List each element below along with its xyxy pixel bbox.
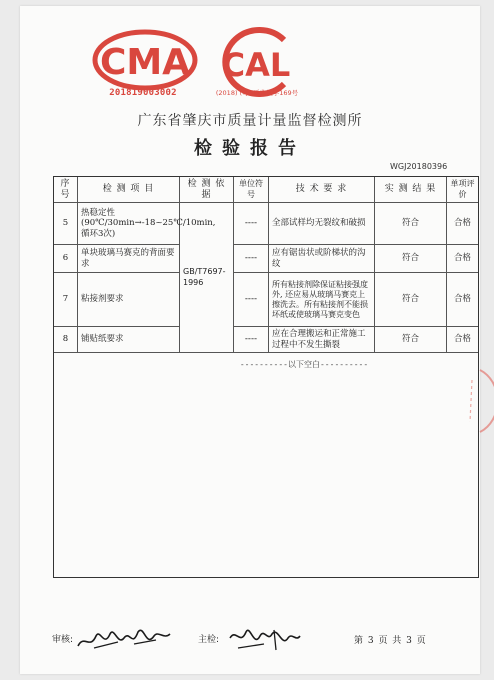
- cal-code: (2018) (粤) 质监认字169号: [215, 89, 299, 97]
- reviewer-label: 审核:: [52, 635, 74, 645]
- row-5-requirement: 全部试样均无裂纹和破损: [269, 203, 375, 245]
- col-header-unit: 单位符号: [234, 177, 269, 203]
- cma-code: 201819003002: [109, 88, 177, 98]
- row-8-item: 铺贴纸要求: [78, 327, 180, 353]
- row-7-result: 符合: [375, 273, 447, 327]
- row-6-requirement: 应有锯齿状或阶梯状的沟纹: [269, 245, 375, 273]
- organization-name: 广东省肇庆市质量计量监督检测所: [137, 113, 363, 129]
- row-8-requirement: 应在合理搬运和正常施工过程中不发生撕裂: [269, 327, 375, 353]
- col-header-result: 实 测 结 果: [375, 177, 447, 203]
- row-6-item: 单块玻璃马赛克的背面要求: [78, 245, 180, 273]
- approver-signature-icon: [224, 618, 304, 654]
- row-5-no: 5: [54, 203, 78, 245]
- row-6-unit: ----: [234, 245, 269, 273]
- standard-cell: GB/T7697-1996: [180, 203, 234, 353]
- approver-label: 主检:: [198, 635, 220, 645]
- svg-text:CMA: CMA: [99, 42, 191, 83]
- row-6-eval: 合格: [447, 245, 478, 273]
- row-7-item: 粘接剂要求: [78, 273, 180, 327]
- report-page: [20, 6, 480, 674]
- svg-text:CAL: CAL: [221, 46, 291, 84]
- inspection-table: [53, 176, 479, 578]
- row-5-unit: ----: [234, 203, 269, 245]
- side-seal-icon: [448, 366, 488, 436]
- row-6-no: 6: [54, 245, 78, 273]
- end-of-table-mark: ----------以下空白----------: [239, 360, 369, 369]
- page-number: 第 3 页 共 3 页: [354, 636, 427, 646]
- row-5-eval: 合格: [447, 203, 478, 245]
- row-8-no: 8: [54, 327, 78, 353]
- report-number: WGJ20180396: [390, 162, 448, 171]
- row-5-item: 热稳定性 (90℃/30min→-18~25℃/10min,循环3次): [78, 203, 180, 245]
- row-7-eval: 合格: [447, 273, 478, 327]
- col-header-standard: 检 测 依 据: [180, 177, 234, 203]
- col-header-requirement: 技 术 要 求: [269, 177, 375, 203]
- report-title: 检验报告: [194, 138, 306, 159]
- col-header-no: 序号: [54, 177, 78, 203]
- col-header-item: 检 测 项 目: [78, 177, 180, 203]
- row-8-unit: ----: [234, 327, 269, 353]
- row-7-no: 7: [54, 273, 78, 327]
- row-8-eval: 合格: [447, 327, 478, 353]
- row-5-result: 符合: [375, 203, 447, 245]
- row-6-result: 符合: [375, 245, 447, 273]
- row-7-unit: ----: [234, 273, 269, 327]
- col-header-eval: 单项评价: [447, 177, 478, 203]
- row-8-result: 符合: [375, 327, 447, 353]
- row-7-requirement: 所有粘接剂除保证粘接强度外, 还应易从玻璃马赛克上擦洗去。所有粘接剂不能损坏纸或使玻璃马赛克变色: [269, 273, 375, 327]
- reviewer-signature-icon: [74, 620, 174, 654]
